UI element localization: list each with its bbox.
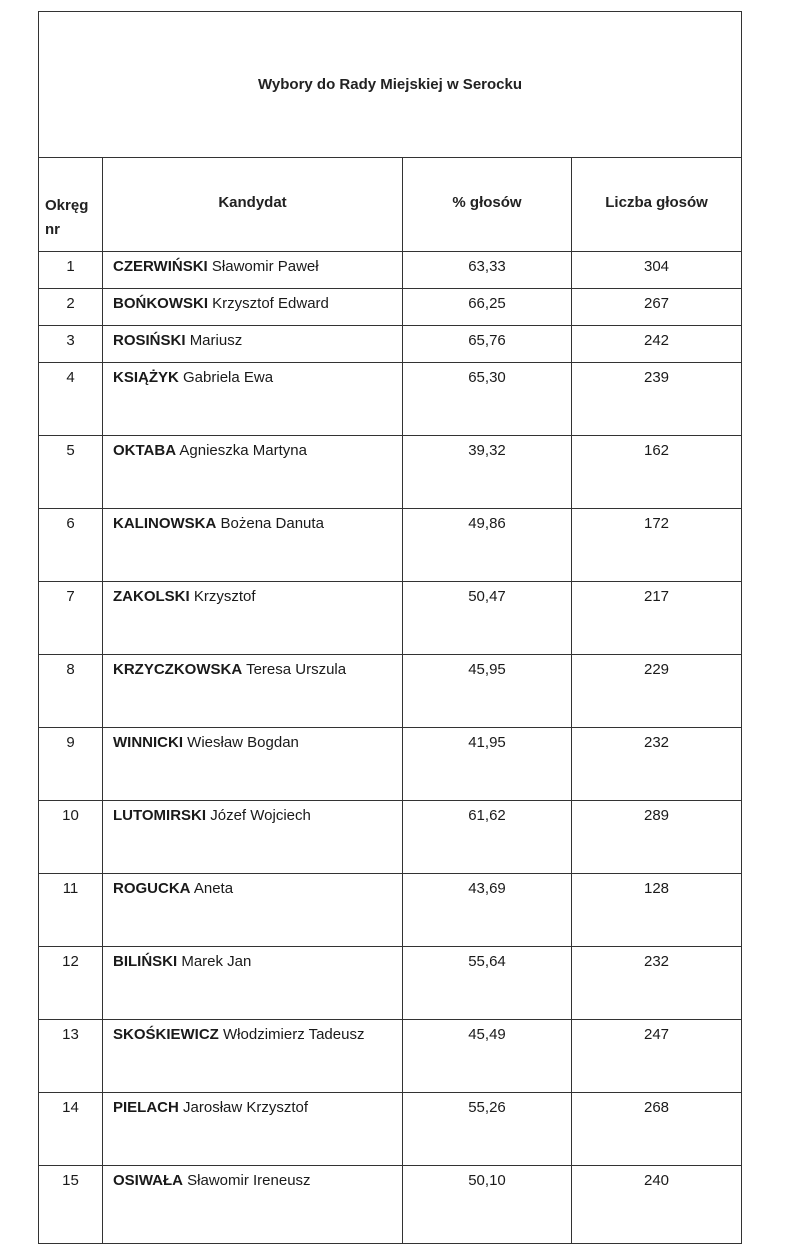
vote-percentage: 61,62 [403,801,572,874]
vote-count: 304 [572,252,742,289]
vote-count: 267 [572,289,742,326]
candidate-name [103,582,403,655]
district-number: 5 [39,436,103,509]
column-header-procent: % głosów [403,158,572,252]
vote-count: 172 [572,509,742,582]
vote-percentage: 63,33 [403,252,572,289]
table-row [39,363,742,436]
table-row [39,1020,742,1093]
vote-percentage: 41,95 [403,728,572,801]
election-results-table [38,11,742,1244]
candidate-surname: BILIŃSKI [113,953,178,970]
district-number: 4 [39,363,103,436]
candidate-name [103,289,403,326]
candidate-name [103,363,403,436]
table-row [39,1093,742,1166]
district-number: 3 [39,326,103,363]
table-header-row [39,158,742,252]
vote-percentage: 66,25 [403,289,572,326]
candidate-surname: CZERWIŃSKI [113,258,208,275]
vote-percentage: 39,32 [403,436,572,509]
candidate-name [103,1166,403,1244]
candidate-name [103,1020,403,1093]
vote-percentage: 55,26 [403,1093,572,1166]
vote-count: 289 [572,801,742,874]
candidate-given-names: Aneta [193,880,234,897]
vote-percentage: 45,49 [403,1020,572,1093]
vote-count: 232 [572,728,742,801]
vote-percentage: 45,95 [403,655,572,728]
candidate-surname: KSIĄŻYK [113,369,179,386]
vote-percentage: 55,64 [403,947,572,1020]
table-row [39,326,742,363]
candidate-given-names: Jarosław Krzysztof [183,1099,309,1116]
column-header-okreg [39,158,103,252]
candidate-given-names: Marek Jan [181,953,252,970]
district-number: 2 [39,289,103,326]
candidate-name [103,655,403,728]
table-row [39,289,742,326]
column-header-liczba: Liczba głosów [572,158,742,252]
table-row [39,1166,742,1244]
district-number: 15 [39,1166,103,1244]
table-row [39,728,742,801]
okreg-header-line2: nr [45,221,60,238]
vote-percentage: 50,10 [403,1166,572,1244]
table-title-row [39,12,742,158]
candidate-name [103,874,403,947]
vote-percentage: 65,30 [403,363,572,436]
table-row [39,436,742,509]
vote-count: 268 [572,1093,742,1166]
candidate-given-names: Sławomir Paweł [211,258,319,275]
district-number: 11 [39,874,103,947]
okreg-header-line1: Okręg [45,197,89,214]
candidate-given-names: Bożena Danuta [220,515,324,532]
district-number: 9 [39,728,103,801]
district-number: 14 [39,1093,103,1166]
candidate-surname: LUTOMIRSKI [113,807,207,824]
candidate-given-names: Mariusz [189,332,243,349]
table-row [39,252,742,289]
vote-count: 162 [572,436,742,509]
vote-count: 232 [572,947,742,1020]
election-results-document [38,11,741,1244]
vote-percentage: 50,47 [403,582,572,655]
candidate-given-names: Krzysztof Edward [212,295,329,312]
table-row [39,801,742,874]
candidate-name [103,326,403,363]
candidate-surname: OSIWAŁA [113,1172,183,1189]
candidate-surname: KRZYCZKOWSKA [113,661,243,678]
candidate-given-names: Agnieszka Martyna [179,442,307,459]
candidate-given-names: Teresa Urszula [246,661,347,678]
candidate-surname: ROSIŃSKI [113,332,186,349]
district-number: 8 [39,655,103,728]
candidate-name [103,509,403,582]
vote-count: 240 [572,1166,742,1244]
district-number: 12 [39,947,103,1020]
candidate-given-names: Sławomir Ireneusz [187,1172,311,1189]
table-title: Wybory do Rady Miejskiej w Serocku [39,12,742,158]
candidate-surname: WINNICKI [113,734,183,751]
candidate-name [103,252,403,289]
candidate-surname: SKOŚKIEWICZ [113,1026,219,1043]
candidate-surname: KALINOWSKA [113,515,217,532]
candidate-given-names: Wiesław Bogdan [187,734,299,751]
district-number: 13 [39,1020,103,1093]
candidate-name [103,436,403,509]
district-number: 6 [39,509,103,582]
candidate-surname: BOŃKOWSKI [113,295,208,312]
vote-count: 239 [572,363,742,436]
vote-count: 229 [572,655,742,728]
vote-percentage: 49,86 [403,509,572,582]
table-row [39,509,742,582]
candidate-name [103,801,403,874]
candidate-name [103,728,403,801]
vote-count: 242 [572,326,742,363]
vote-count: 217 [572,582,742,655]
candidate-name [103,947,403,1020]
table-row [39,582,742,655]
district-number: 7 [39,582,103,655]
vote-count: 247 [572,1020,742,1093]
table-row [39,947,742,1020]
candidate-surname: PIELACH [113,1099,179,1116]
vote-percentage: 65,76 [403,326,572,363]
candidate-name [103,1093,403,1166]
candidate-surname: OKTABA [113,442,177,459]
candidate-given-names: Józef Wojciech [210,807,311,824]
district-number: 10 [39,801,103,874]
column-header-kandydat: Kandydat [103,158,403,252]
vote-count: 128 [572,874,742,947]
district-number: 1 [39,252,103,289]
candidate-surname: ROGUCKA [113,880,191,897]
candidate-given-names: Krzysztof [193,588,256,605]
table-row [39,874,742,947]
table-row [39,655,742,728]
vote-percentage: 43,69 [403,874,572,947]
candidate-given-names: Gabriela Ewa [183,369,274,386]
candidate-given-names: Włodzimierz Tadeusz [223,1026,365,1043]
candidate-surname: ZAKOLSKI [113,588,190,605]
